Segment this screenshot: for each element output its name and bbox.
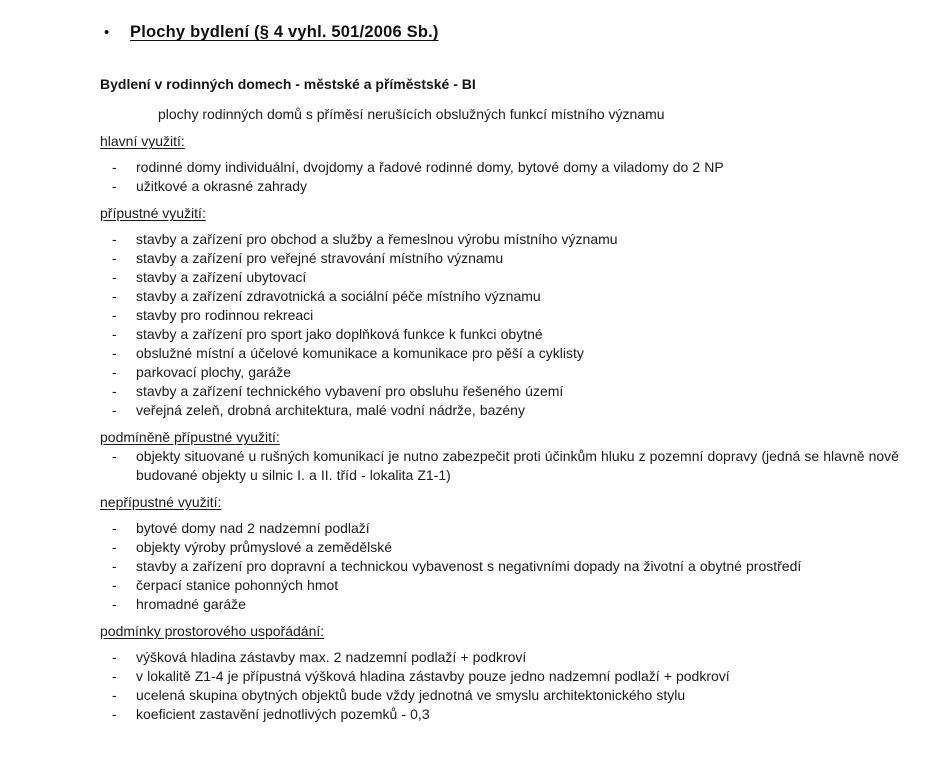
list-item-text: stavby a zařízení pro veřejné stravování místního významu bbox=[136, 250, 504, 266]
dash-marker: - bbox=[112, 668, 117, 684]
item-list bbox=[100, 648, 906, 724]
list-item-text: stavby a zařízení zdravotnická a sociální péče místního významu bbox=[136, 288, 541, 304]
list-item bbox=[112, 705, 906, 724]
list-item bbox=[112, 538, 906, 557]
dash-marker: - bbox=[112, 706, 117, 722]
list-item bbox=[112, 595, 906, 614]
dash-marker: - bbox=[112, 288, 117, 304]
list-item bbox=[112, 230, 906, 249]
dash-marker: - bbox=[112, 364, 117, 380]
list-item-text: stavby a zařízení ubytovací bbox=[136, 269, 307, 285]
list-item-text: koeficient zastavění jednotlivých pozemků - 0,3 bbox=[136, 706, 430, 722]
list-item-text: stavby a zařízení pro obchod a služby a řemeslnou výrobu místního významu bbox=[136, 231, 618, 247]
list-item-text: hromadné garáže bbox=[136, 596, 246, 612]
dash-marker: - bbox=[112, 687, 117, 703]
document-title-row bbox=[100, 22, 906, 43]
list-item bbox=[112, 401, 906, 420]
dash-marker: - bbox=[112, 250, 117, 266]
dash-marker: - bbox=[112, 307, 117, 323]
list-item bbox=[112, 268, 906, 287]
list-item-text: rodinné domy individuální, dvojdomy a řadové rodinné domy, bytové domy a viladomy do 2 NP bbox=[136, 159, 724, 175]
zone-subtitle: Bydlení v rodinných domech - městské a příměstské - BI bbox=[100, 76, 476, 92]
list-item bbox=[112, 667, 906, 686]
dash-marker: - bbox=[112, 231, 117, 247]
list-item bbox=[112, 344, 906, 363]
section-heading: hlavní využití: bbox=[100, 133, 185, 149]
section-hlavni-vyuziti bbox=[100, 132, 906, 196]
section-heading: přípustné využití: bbox=[100, 205, 206, 221]
list-item-text: stavby a zařízení technického vybavení pro obsluhu řešeného území bbox=[136, 383, 564, 399]
section-podminky-prostoroveho-usporadani bbox=[100, 622, 906, 724]
dash-marker: - bbox=[112, 383, 117, 399]
list-item-text: veřejná zeleň, drobná architektura, malé vodní nádrže, bazény bbox=[136, 402, 525, 418]
section-heading: nepřípustné využití: bbox=[100, 494, 222, 510]
item-list bbox=[100, 519, 906, 614]
section-pripustne-vyuziti bbox=[100, 204, 906, 420]
list-item-text: výšková hladina zástavby max. 2 nadzemní podlaží + podkroví bbox=[136, 649, 527, 665]
list-item bbox=[112, 158, 906, 177]
list-item-text: čerpací stanice pohonných hmot bbox=[136, 577, 339, 593]
list-item-text: bytové domy nad 2 nadzemní podlaží bbox=[136, 520, 370, 536]
dash-marker: - bbox=[112, 520, 117, 536]
list-item bbox=[112, 363, 906, 382]
list-item-text: objekty výroby průmyslové a zemědělské bbox=[136, 539, 393, 555]
list-item bbox=[112, 447, 906, 485]
list-item bbox=[112, 325, 906, 344]
list-item-text: v lokalitě Z1-4 je přípustná výšková hladina zástavby pouze jedno nadzemní podlaží + podkroví bbox=[136, 668, 730, 684]
list-item bbox=[112, 177, 906, 196]
dash-marker: - bbox=[112, 596, 117, 612]
dash-marker: - bbox=[112, 577, 117, 593]
page-title: Plochy bydlení (§ 4 vyhl. 501/2006 Sb.) bbox=[130, 23, 439, 41]
dash-marker: - bbox=[112, 326, 117, 342]
dash-marker: - bbox=[112, 402, 117, 418]
section-heading: podmínky prostorového uspořádání: bbox=[100, 623, 325, 639]
list-item-text: stavby a zařízení pro sport jako doplňková funkce k funkci obytné bbox=[136, 326, 543, 342]
list-item-text: stavby a zařízení pro dopravní a technickou vybavenost s negativními dopady na životní a obytné prostředí bbox=[136, 558, 802, 574]
list-item bbox=[112, 306, 906, 325]
list-item bbox=[112, 557, 906, 576]
dash-marker: - bbox=[112, 448, 117, 464]
list-item bbox=[112, 648, 906, 667]
dash-marker: - bbox=[112, 345, 117, 361]
dash-marker: - bbox=[112, 269, 117, 285]
dash-marker: - bbox=[112, 649, 117, 665]
list-item-text: stavby pro rodinnou rekreaci bbox=[136, 307, 314, 323]
section-nepripustne-vyuziti bbox=[100, 493, 906, 614]
list-item bbox=[112, 287, 906, 306]
intro-text: plochy rodinných domů s příměsí nerušících obslužných funkcí místního významu bbox=[158, 106, 665, 122]
section-heading: podmíněně přípustné využití: bbox=[100, 429, 280, 445]
list-item bbox=[112, 382, 906, 401]
list-item bbox=[112, 686, 906, 705]
section-podminene-pripustne-vyuziti bbox=[100, 428, 906, 485]
dash-marker: - bbox=[112, 539, 117, 555]
list-item-text: obslužné místní a účelové komunikace a komunikace pro pěší a cyklisty bbox=[136, 345, 584, 361]
list-item-text: ucelená skupina obytných objektů bude vždy jednotná ve smyslu architektonického stylu bbox=[136, 687, 686, 703]
list-item-text: parkovací plochy, garáže bbox=[136, 364, 292, 380]
list-item-text: objekty situované u rušných komunikací je nutno zabezpečit proti účinkům hluku z pozemní dopravy (jedná se hlavně nově budované objekty u silnic I. a II. tříd - lokalita Z1-1) bbox=[136, 448, 899, 483]
item-list bbox=[100, 230, 906, 420]
dash-marker: - bbox=[112, 558, 117, 574]
bullet-icon: • bbox=[104, 24, 110, 41]
list-item bbox=[112, 576, 906, 595]
list-item-text: užitkové a okrasné zahrady bbox=[136, 178, 308, 194]
dash-marker: - bbox=[112, 159, 117, 175]
list-item bbox=[112, 519, 906, 538]
item-list bbox=[100, 158, 906, 196]
list-item bbox=[112, 249, 906, 268]
item-list bbox=[100, 447, 906, 485]
dash-marker: - bbox=[112, 178, 117, 194]
